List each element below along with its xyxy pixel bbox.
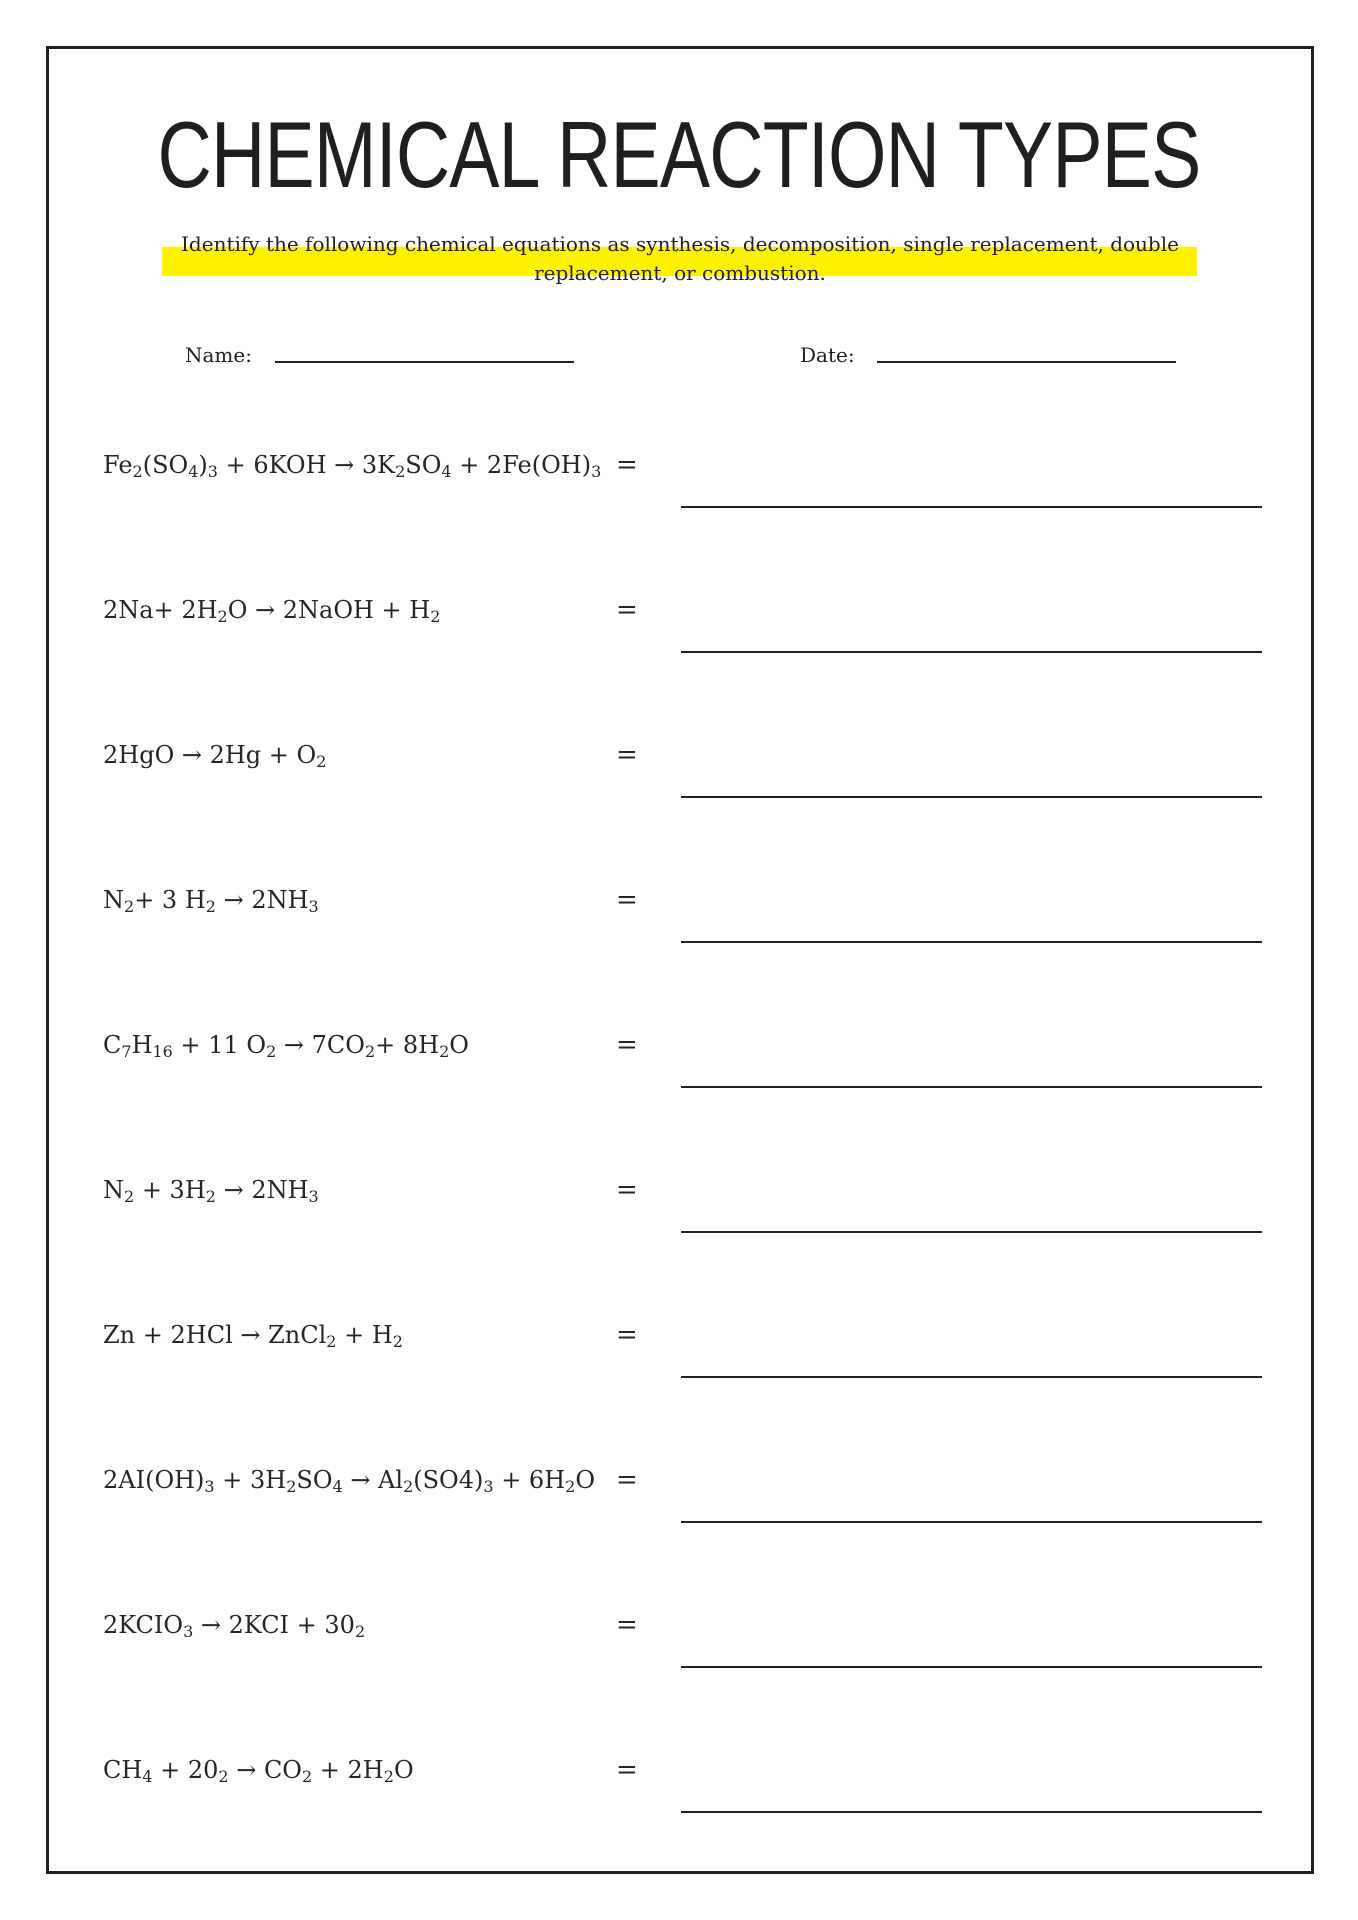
subscript: 4 bbox=[142, 1767, 153, 1786]
subscript: 2 bbox=[266, 1042, 277, 1061]
page-border bbox=[46, 46, 1314, 1874]
subscript: 2 bbox=[565, 1477, 576, 1496]
subscript: 2 bbox=[364, 1042, 376, 1061]
subscript: 2 bbox=[132, 462, 143, 481]
subscript: 2 bbox=[301, 1767, 313, 1786]
subscript: 2 bbox=[286, 1477, 297, 1496]
equation-5: $C_7H_{16} + 11$ $O_2 \to 7CO_2+ 8H_2O$ bbox=[103, 1031, 469, 1061]
equals-sign: = bbox=[616, 1610, 638, 1640]
answer-line-4[interactable] bbox=[681, 941, 1262, 943]
answer-line-3[interactable] bbox=[681, 796, 1262, 798]
subscript: 3 bbox=[308, 897, 319, 916]
subscript: 3 bbox=[204, 1477, 215, 1496]
equals-sign: = bbox=[616, 1755, 638, 1785]
subscript: 3 bbox=[483, 1477, 494, 1496]
equals-sign: = bbox=[616, 1175, 638, 1205]
equals-sign: = bbox=[616, 1465, 638, 1495]
answer-line-6[interactable] bbox=[681, 1231, 1262, 1233]
subscript: 2 bbox=[124, 1187, 135, 1206]
equation-2: $2Na+ 2H_2O$ → 2NaOH + $H_2$ bbox=[103, 596, 441, 626]
equation-7: Zn + 2HCl → ZnCl$_2$ + $H_2$ bbox=[103, 1321, 403, 1351]
subscript: 4 bbox=[332, 1477, 343, 1496]
subscript: 2 bbox=[218, 1767, 229, 1786]
subscript: 2 bbox=[316, 752, 327, 771]
subscript: 2 bbox=[205, 1187, 216, 1206]
answer-line-10[interactable] bbox=[681, 1811, 1262, 1813]
answer-line-9[interactable] bbox=[681, 1666, 1262, 1668]
date-field-line[interactable] bbox=[877, 361, 1176, 363]
equals-sign: = bbox=[616, 1320, 638, 1350]
subscript: 2 bbox=[383, 1767, 394, 1786]
answer-line-7[interactable] bbox=[681, 1376, 1262, 1378]
subscript: 3 bbox=[207, 462, 218, 481]
equals-sign: = bbox=[616, 740, 638, 770]
subscript: 2 bbox=[392, 1332, 403, 1351]
equation-4: $N_2+ 3$ $H_2 \to 2NH_3$ bbox=[103, 886, 319, 916]
subscript: 4 bbox=[441, 462, 452, 481]
name-label: Name: bbox=[185, 343, 252, 367]
page-title: CHEMICAL REACTION TYPES bbox=[157, 102, 1201, 207]
subscript: 4 bbox=[188, 462, 199, 481]
answer-line-1[interactable] bbox=[681, 506, 1262, 508]
subscript: 2 bbox=[403, 1477, 414, 1496]
equation-9: $2KCIO_3 \to 2KCI + 30_2$ bbox=[103, 1611, 366, 1641]
answer-line-2[interactable] bbox=[681, 651, 1262, 653]
equation-3: $2HgO \to 2Hg + O_2$ bbox=[103, 741, 327, 771]
name-field-line[interactable] bbox=[275, 361, 574, 363]
subscript: 2 bbox=[439, 1042, 450, 1061]
date-label: Date: bbox=[800, 343, 855, 367]
equals-sign: = bbox=[616, 595, 638, 625]
equation-8: $2AI(OH)_3 + 3H_2SO_4 \to Al_2(SO4)_3 + 6H_2O$ bbox=[103, 1466, 596, 1496]
subscript: 3 bbox=[591, 462, 602, 481]
equation-1: $Fe_2(SO_4)_3 + 6KOH \to 3K_2SO_4 + 2Fe(OH)_3$ bbox=[103, 451, 602, 481]
subscript: 2 bbox=[124, 897, 135, 916]
subscript: 3 bbox=[308, 1187, 319, 1206]
subscript: 2 bbox=[205, 897, 216, 916]
subscript: 2 bbox=[326, 1332, 337, 1351]
subscript: 2 bbox=[430, 607, 441, 626]
subscript: 2 bbox=[354, 1622, 366, 1641]
subscript: 16 bbox=[152, 1042, 173, 1061]
answer-line-8[interactable] bbox=[681, 1521, 1262, 1523]
subscript: 3 bbox=[183, 1622, 194, 1641]
subscript: 7 bbox=[121, 1042, 132, 1061]
subscript: 2 bbox=[395, 462, 406, 481]
instructions-text: Identify the following chemical equations as synthesis, decomposition, single replacement, double replacement, or combustion. bbox=[181, 232, 1179, 285]
answer-line-5[interactable] bbox=[681, 1086, 1262, 1088]
subscript: 2 bbox=[217, 607, 228, 626]
equals-sign: = bbox=[616, 450, 638, 480]
equals-sign: = bbox=[616, 1030, 638, 1060]
equation-10: $CH_4 + 20_2 \to CO_2 + 2H_2O$ bbox=[103, 1756, 414, 1786]
equation-6: $N_2 + 3H_2 \to 2NH_3$ bbox=[103, 1176, 319, 1206]
equals-sign: = bbox=[616, 885, 638, 915]
